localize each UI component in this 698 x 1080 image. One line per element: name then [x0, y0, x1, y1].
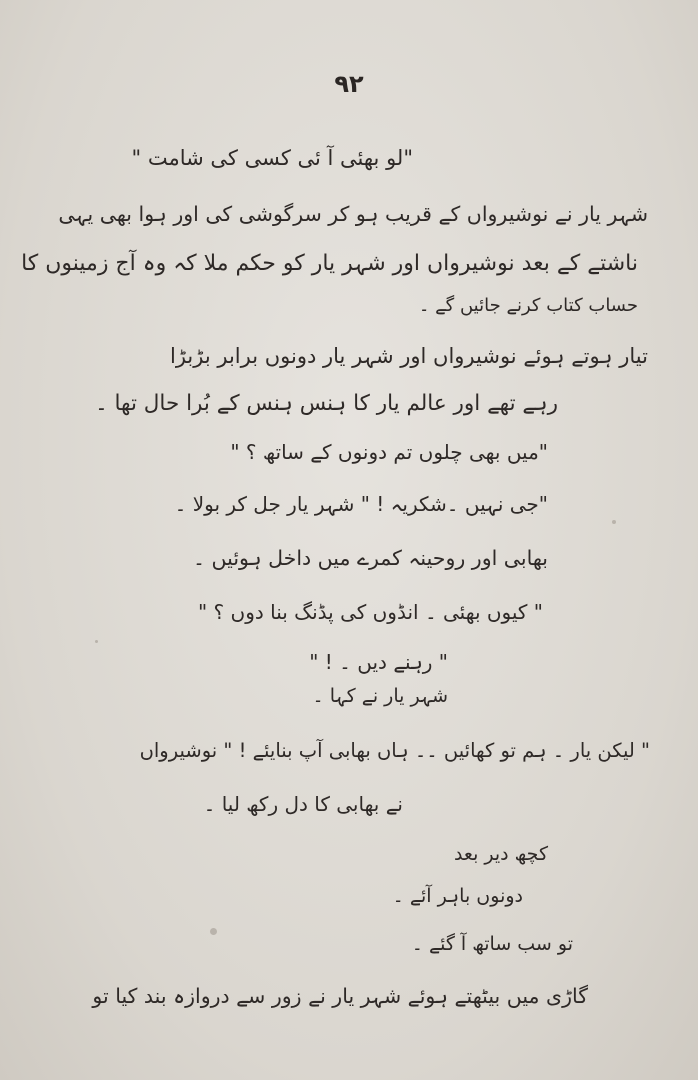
text-line: بھابی اور روحینہ کمرے میں داخل ہوئیں ۔: [193, 546, 548, 570]
text-line: ناشتے کے بعد نوشیرواں اور شہر یار کو حکم ملا کہ وہ آج زمینوں کا: [21, 251, 638, 276]
text-line: شہر یار نے کہا ۔: [312, 685, 448, 707]
text-line: رہے تھے اور عالم یار کا ہنس ہنس کے بُرا حال تھا ۔: [95, 391, 558, 416]
text-line: "لو بھئی آ ئی کسی کی شامت ": [131, 146, 413, 170]
text-line: "جی نہیں ۔شکریہ ! " شہر یار جل کر بولا ۔: [174, 492, 548, 516]
text-line: دونوں باہر آئے ۔: [392, 885, 523, 907]
text-line: کچھ دیر بعد: [453, 843, 548, 865]
paper-speck: [612, 520, 616, 524]
text-line: تیار ہوتے ہوئے نوشیرواں اور شہر یار دونوں برابر بڑبڑا: [169, 344, 648, 368]
text-line: " کیوں بھئی ۔ انڈوں کی پڈنگ بنا دوں ؟ ": [197, 600, 543, 624]
text-line: نے بھابی کا دل رکھ لیا ۔: [203, 792, 403, 816]
paper-speck: [210, 928, 217, 935]
text-line: " لیکن یار ۔ ہم تو کھائیں ۔۔ ہاں بھابی آپ بنایئے ! " نوشیرواں: [139, 739, 650, 762]
page-number: ۹۲: [334, 70, 364, 98]
text-line: " رہنے دیں ۔ ! ": [309, 650, 448, 674]
text-line: حساب کتاب کرنے جائیں گے ۔: [418, 295, 638, 316]
text-line: تو سب ساتھ آ گئے ۔: [411, 933, 573, 955]
text-line: "میں بھی چلوں تم دونوں کے ساتھ ؟ ": [230, 440, 548, 464]
paper-speck: [95, 640, 98, 643]
text-line: شہر یار نے نوشیرواں کے قریب ہو کر سرگوشی کی اور ہوا بھی یہی: [58, 202, 648, 226]
text-line: گاڑی میں بیٹھتے ہوئے شہر یار نے زور سے دروازہ بند کیا تو: [92, 984, 588, 1008]
